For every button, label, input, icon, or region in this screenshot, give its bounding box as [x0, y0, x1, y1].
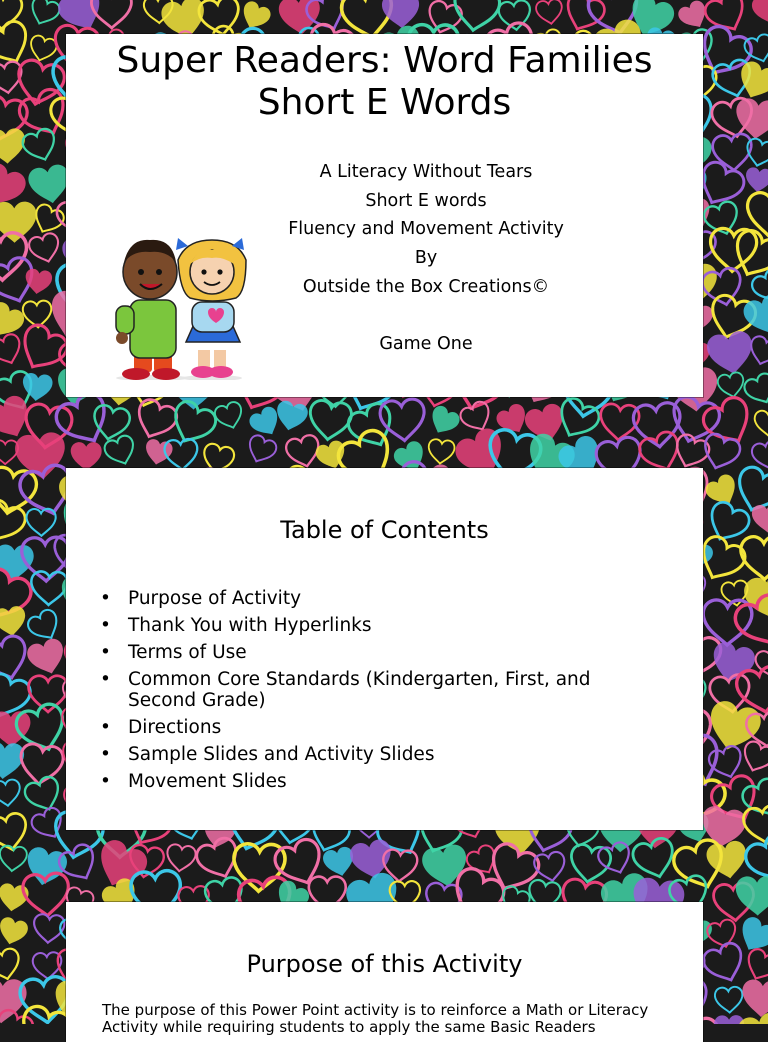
subtitle-line: Fluency and Movement Activity	[288, 219, 564, 240]
heart-shape	[741, 979, 768, 1018]
toc-item-label: Common Core Standards (Kindergarten, First, and Second Grade)	[128, 669, 591, 711]
heart-shape	[0, 605, 28, 638]
bullet-icon: •	[100, 642, 111, 663]
heart-shape	[0, 779, 22, 808]
heart-shape	[755, 411, 768, 436]
heart-shape	[709, 228, 757, 273]
purpose-heading: Purpose of this Activity	[246, 950, 523, 978]
heart-shape	[743, 137, 768, 169]
heart-shape	[25, 636, 69, 679]
heart-shape	[0, 332, 25, 368]
toc-item	[100, 642, 660, 663]
title-slide	[66, 34, 703, 397]
subtitle-line: A Literacy Without Tears	[319, 162, 533, 182]
bullet-icon: •	[100, 771, 111, 792]
heart-shape	[0, 947, 23, 983]
toc-item-label: Purpose of Activity	[128, 588, 302, 609]
heart-shape	[165, 843, 196, 873]
heart-shape	[244, 433, 279, 467]
toc-item-label: Thank You with Hyperlinks	[128, 615, 372, 636]
purpose-text: The purpose of this Power Point activity is to reinforce a Math or Literacy Activity while requiring students to apply the same Basic Readers	[102, 1001, 649, 1036]
subtitle-line: Outside the Box Creations©	[302, 276, 550, 297]
heart-shape	[131, 396, 180, 443]
title-line-1: Super Readers: Word Families	[116, 40, 653, 81]
kids-clipart-image	[108, 232, 248, 380]
heart-shape	[213, 400, 246, 432]
heart-shape	[0, 440, 18, 464]
toc-item-label: Directions	[128, 717, 222, 738]
heart-shape	[0, 916, 30, 948]
heart-shape	[0, 711, 31, 747]
purpose-slide	[66, 902, 703, 1042]
heart-shape	[21, 372, 53, 402]
bullet-icon: •	[100, 588, 111, 609]
heart-shape	[744, 167, 768, 194]
heart-shape	[28, 676, 67, 712]
toc-item	[100, 615, 660, 636]
subtitle-line: Short E words	[365, 190, 487, 211]
subtitle-line: By	[414, 248, 438, 269]
heart-shape	[29, 805, 68, 843]
toc-heading: Table of Contents	[280, 516, 489, 544]
heart-shape	[712, 133, 754, 172]
heart-shape	[736, 876, 768, 916]
heart-shape	[714, 986, 743, 1013]
heart-shape	[427, 439, 455, 465]
heart-shape	[0, 544, 34, 581]
heart-shape	[750, 0, 768, 27]
heart-shape	[27, 232, 62, 266]
heart-shape	[742, 947, 768, 985]
heart-shape	[0, 845, 27, 872]
toc-item	[100, 717, 660, 738]
heart-shape	[420, 843, 470, 890]
heart-shape	[71, 442, 102, 471]
title-line-2: Short E Words	[257, 82, 512, 123]
heart-shape	[700, 940, 749, 987]
toc-item-label: Movement Slides	[128, 771, 287, 792]
subtitle-line	[246, 302, 606, 331]
heart-shape	[742, 371, 768, 408]
toc-item-label: Sample Slides and Activity Slides	[128, 744, 435, 765]
heart-shape	[717, 371, 747, 399]
toc-item	[100, 744, 660, 765]
heart-shape	[451, 0, 501, 33]
subtitle-line: Game One	[379, 334, 473, 355]
bullet-icon: •	[100, 744, 111, 765]
heart-shape	[23, 268, 53, 296]
heart-shape	[714, 1015, 744, 1024]
heart-shape	[22, 872, 70, 917]
bullet-icon: •	[100, 615, 111, 636]
bullet-icon: •	[100, 717, 111, 738]
heart-shape	[197, 0, 242, 38]
toc-item	[100, 588, 660, 609]
heart-shape	[25, 607, 64, 645]
heart-shape	[703, 472, 743, 511]
heart-shape	[705, 329, 756, 377]
toc-list	[100, 588, 660, 798]
subtitle-block	[246, 158, 606, 359]
toc-item-label: Terms of Use	[128, 642, 247, 663]
heart-shape	[344, 400, 400, 454]
heart-shape	[535, 0, 564, 26]
heart-shape	[27, 0, 62, 29]
bullet-icon: •	[100, 669, 111, 690]
toc-item	[100, 771, 660, 792]
table-of-contents-slide	[66, 468, 703, 830]
heart-shape	[425, 403, 462, 439]
slide-title	[66, 40, 703, 124]
heart-shape	[705, 839, 750, 881]
toc-item	[100, 669, 660, 711]
heart-shape	[752, 504, 768, 533]
